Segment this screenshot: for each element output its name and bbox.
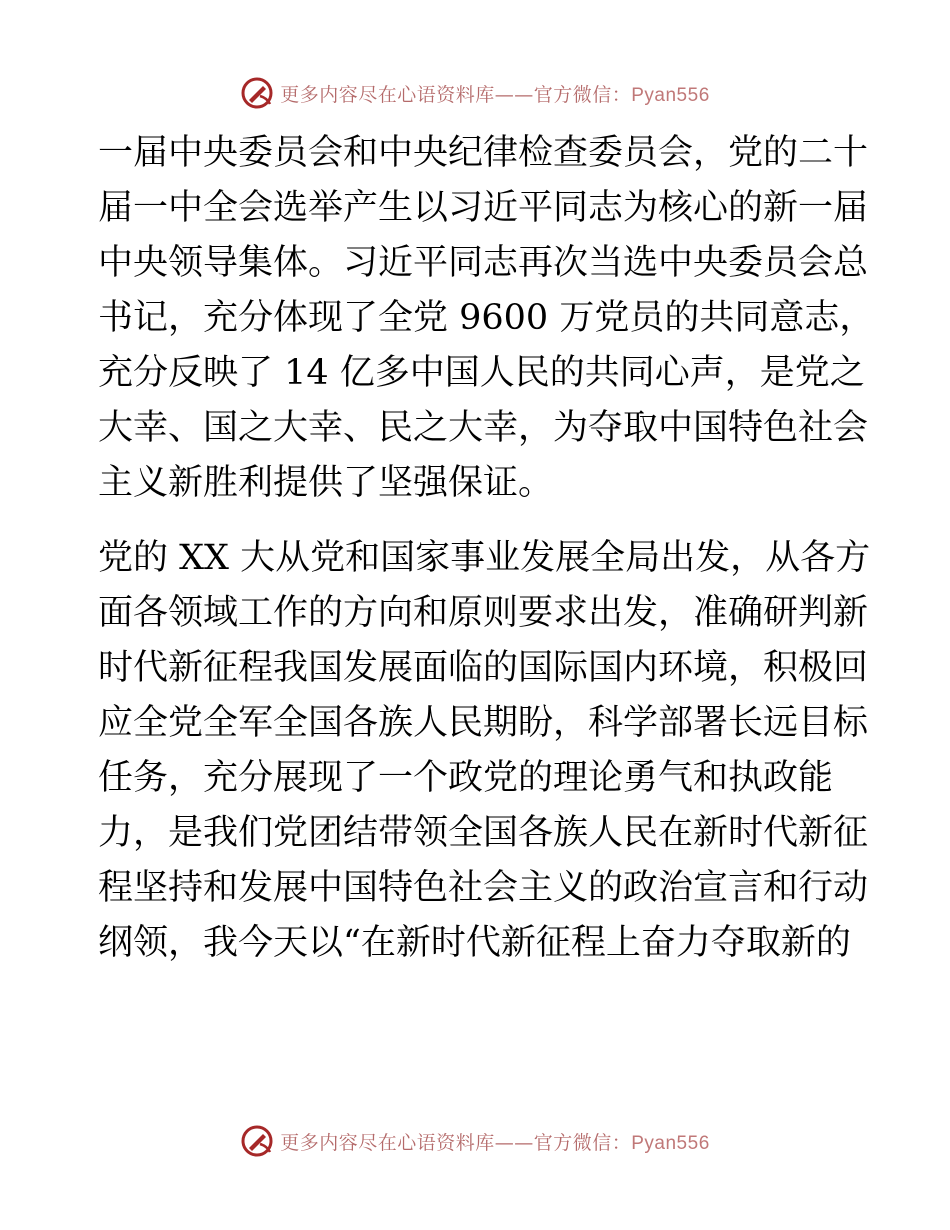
watermark-text [280, 80, 710, 107]
watermark-brand: 更多内容尽在心语资料库 [280, 83, 495, 106]
watermark-wechat-id: Pyan556 [631, 1132, 710, 1154]
text-line: 纲领，我今天以“在新时代新征程上奋力夺取新的 [98, 923, 851, 963]
text-line: 任务，充分展现了一个政党的理论勇气和执政能 [98, 758, 834, 798]
watermark-brand: 更多内容尽在心语资料库 [280, 1131, 495, 1154]
text-line: 大幸、国之大幸、民之大幸，为夺取中国特色社会 [98, 408, 869, 448]
text-line: 中央领导集体。习近平同志再次当选中央委员会总 [98, 243, 869, 283]
brand-logo-icon [240, 1124, 274, 1158]
footer-watermark [0, 1121, 950, 1161]
text-line: 届一中全会选举产生以习近平同志为核心的新一届 [98, 188, 869, 228]
watermark-wechat-id: Pyan556 [631, 84, 710, 106]
text-line: 应全党全军全国各族人民期盼，科学部署长远目标 [98, 703, 869, 743]
document-body [98, 126, 875, 971]
text-line: 书记，充分体现了全党 9600 万党员的共同意志， [98, 298, 875, 338]
text-line: 一届中央委员会和中央纪律检查委员会，党的二十 [98, 133, 869, 173]
text-line: 面各领域工作的方向和原则要求出发，准确研判新 [98, 593, 869, 633]
watermark-text [280, 1128, 710, 1155]
watermark-contact: 官方微信： [533, 83, 632, 106]
text-line: 力，是我们党团结带领全国各族人民在新时代新征 [98, 813, 869, 853]
watermark-dash: —— [494, 83, 534, 106]
header-watermark [0, 73, 950, 113]
text-line: 党的 XX 大从党和国家事业发展全局出发，从各方 [98, 538, 871, 578]
paragraph-2 [98, 531, 871, 971]
text-line: 程坚持和发展中国特色社会主义的政治宣言和行动 [98, 868, 869, 908]
watermark-contact: 官方微信： [533, 1131, 632, 1154]
text-line: 时代新征程我国发展面临的国际国内环境，积极回 [98, 648, 869, 688]
text-line: 主义新胜利提供了坚强保证。 [98, 463, 554, 503]
watermark-dash: —— [494, 1131, 534, 1154]
paragraph-spacer [98, 511, 858, 531]
brand-logo-icon [240, 76, 274, 110]
paragraph-1 [98, 126, 875, 511]
text-line: 充分反映了 14 亿多中国人民的共同心声，是党之 [98, 353, 865, 393]
